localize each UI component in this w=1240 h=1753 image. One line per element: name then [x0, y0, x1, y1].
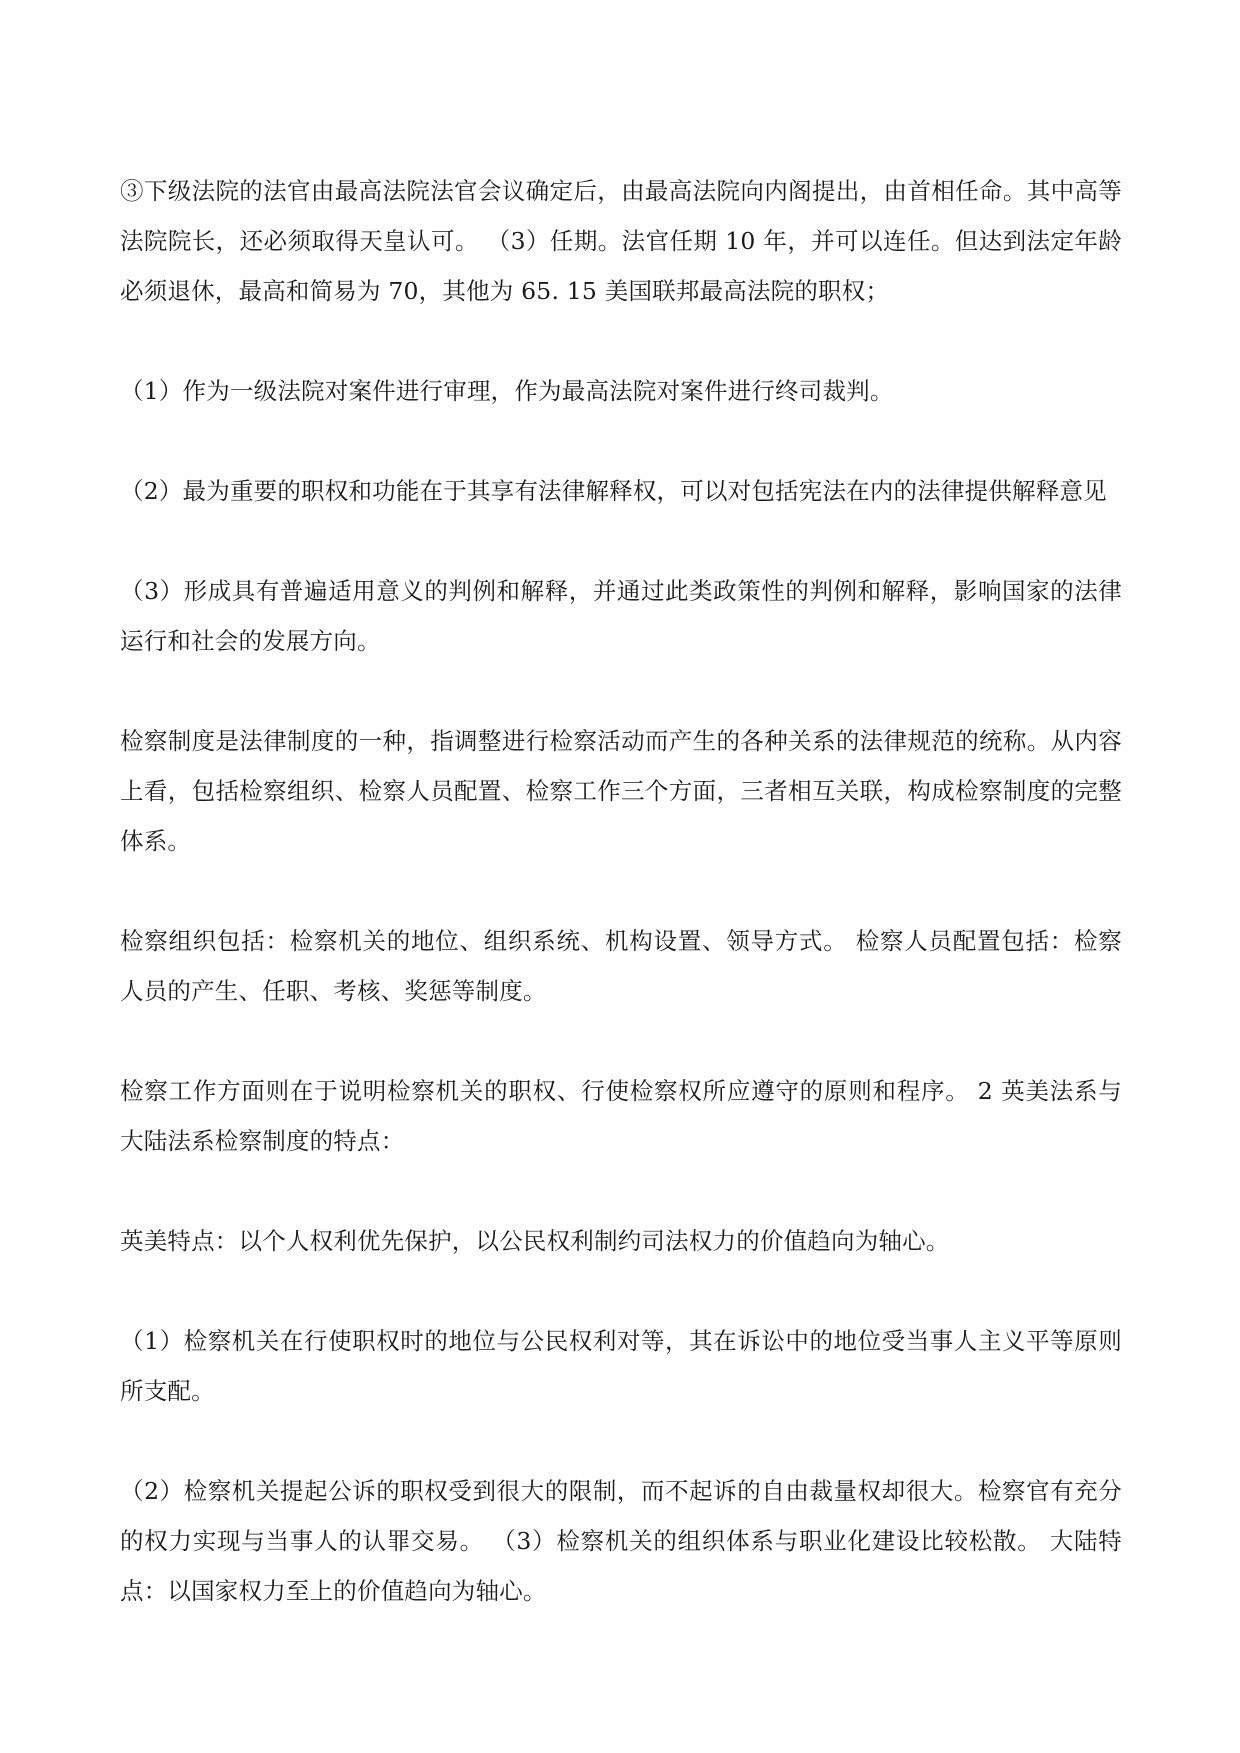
- paragraph-procuratorial-system-definition: 检察制度是法律制度的一种，指调整进行检察活动而产生的各种关系的法律规范的统称。从内容上看，包括检察组织、检察人员配置、检察工作三个方面，三者相互关联，构成检察制度的完整体系。: [120, 727, 1122, 855]
- paragraph-anglo-american-features: 英美特点：以个人权利优先保护，以公民权利制约司法权力的价值趋向为轴心。: [120, 1227, 950, 1255]
- paragraph-supreme-court-power-3: （3）形成具有普遍适用意义的判例和解释，并通过此类政策性的判例和解释，影响国家的法律运行和社会的发展方向。: [120, 577, 1122, 655]
- paragraph-anglo-american-feature-1: （1）检察机关在行使职权时的地位与公民权利对等，其在诉讼中的地位受当事人主义平等原则所支配。: [120, 1327, 1122, 1405]
- paragraph-anglo-american-feature-2-3: （2）检察机关提起公诉的职权受到很大的限制，而不起诉的自由裁量权却很大。检察官有充分的权力实现与当事人的认罪交易。 （3）检察机关的组织体系与职业化建设比较松散。 大陆特点：以国家权力至上的价值趋向为轴心。: [120, 1477, 1122, 1605]
- document-body: [120, 166, 1122, 1616]
- paragraph-judges-appointment-term: ③下级法院的法官由最高法院法官会议确定后，由最高法院向内阁提出，由首相任命。其中高等法院院长，还必须取得天皇认可。 （3）任期。法官任期 10 年，并可以连任。但达到法定年龄必须退休，最高和简易为 70，其他为 65. 15 美国联邦最高法院的职权；: [120, 177, 1122, 305]
- paragraph-supreme-court-power-2: （2）最为重要的职权和功能在于其享有法律解释权，可以对包括宪法在内的法律提供解释意见: [120, 477, 1107, 505]
- paragraph-procuratorial-organization: 检察组织包括：检察机关的地位、组织系统、机构设置、领导方式。 检察人员配置包括：检察人员的产生、任职、考核、奖惩等制度。: [120, 927, 1122, 1005]
- paragraph-procuratorial-work: 检察工作方面则在于说明检察机关的职权、行使检察权所应遵守的原则和程序。 2 英美法系与大陆法系检察制度的特点：: [120, 1077, 1122, 1155]
- paragraph-supreme-court-power-1: （1）作为一级法院对案件进行审理，作为最高法院对案件进行终司裁判。: [120, 377, 894, 405]
